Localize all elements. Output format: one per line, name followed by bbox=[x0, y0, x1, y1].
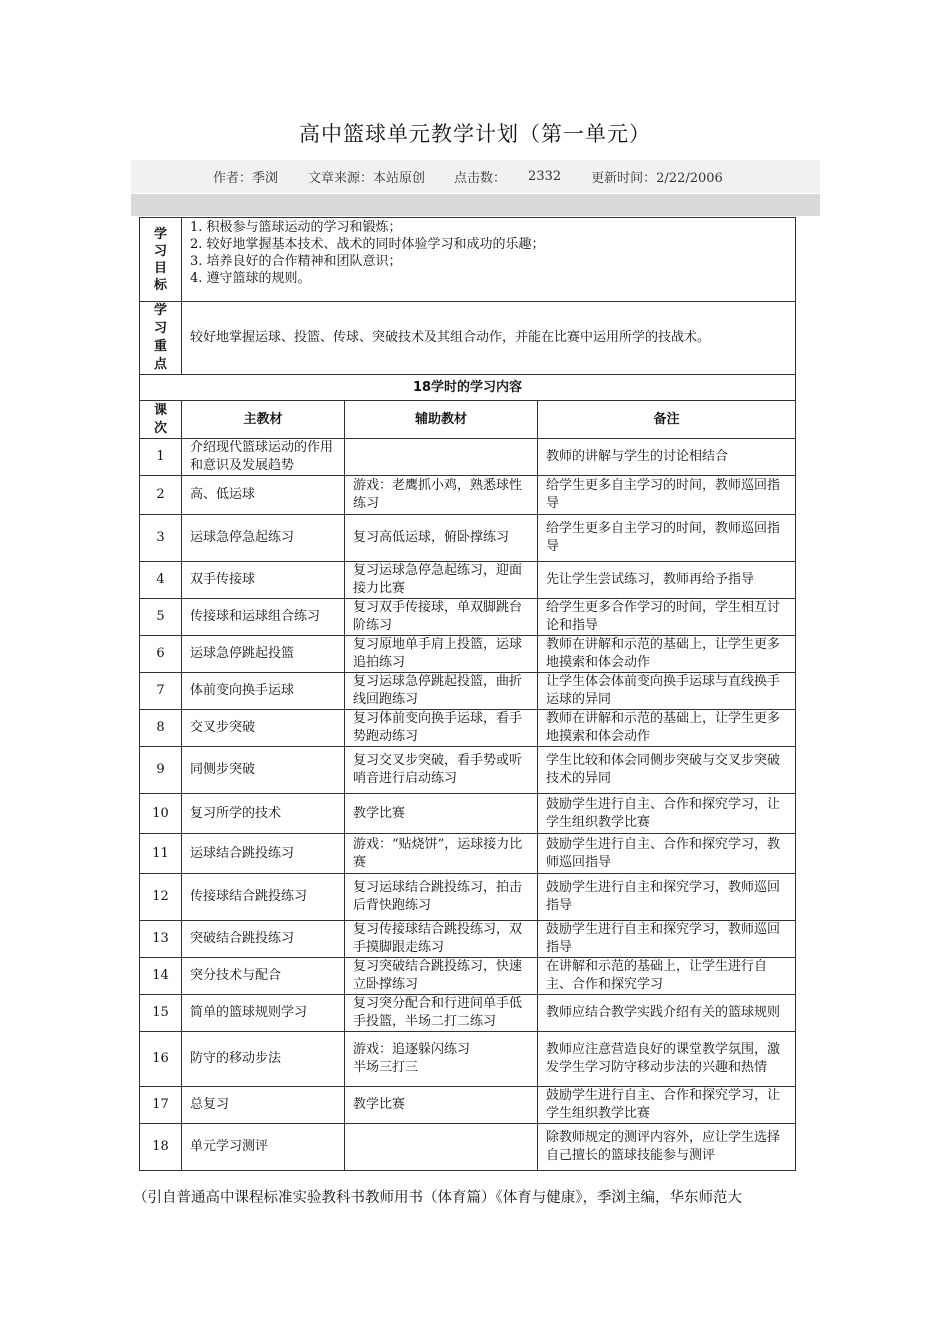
aux-material: 复习交叉步突破，看手势或听哨音进行启动练习 bbox=[345, 747, 538, 794]
main-material: 简单的篮球规则学习 bbox=[182, 995, 345, 1032]
table-row bbox=[140, 874, 796, 921]
aux-material: 游戏：追逐躲闪练习 半场三打三 bbox=[345, 1032, 538, 1087]
remark: 教师在讲解和示范的基础上，让学生更多地摸索和体会动作 bbox=[538, 636, 796, 673]
focus-row bbox=[140, 302, 796, 375]
author-text: 作者：季浏 bbox=[213, 171, 279, 186]
lesson-number: 3 bbox=[140, 515, 182, 562]
lesson-number: 14 bbox=[140, 958, 182, 995]
table-row bbox=[140, 794, 796, 834]
section-title: 18学时的学习内容 bbox=[140, 375, 796, 401]
remark: 在讲解和示范的基础上，让学生进行自主、合作和探究学习 bbox=[538, 958, 796, 995]
lesson-number: 16 bbox=[140, 1032, 182, 1087]
table-row bbox=[140, 710, 796, 747]
update-time: 更新时间：2/22/2006 bbox=[591, 171, 723, 186]
lesson-number: 6 bbox=[140, 636, 182, 673]
table-row bbox=[140, 747, 796, 794]
remark: 除教师规定的测评内容外，应让学生选择自己擅长的篮球技能参与测评 bbox=[538, 1124, 796, 1171]
aux-material: 游戏：“贴烧饼”，运球接力比赛 bbox=[345, 834, 538, 874]
remark: 教师应注意营造良好的课堂教学氛围，激发学生学习防守移动步法的兴趣和热情 bbox=[538, 1032, 796, 1087]
table-row bbox=[140, 515, 796, 562]
remark: 先让学生尝试练习，教师再给予指导 bbox=[538, 562, 796, 599]
section-title-row bbox=[140, 375, 796, 401]
col-note-header: 备注 bbox=[538, 401, 796, 439]
lesson-number: 2 bbox=[140, 476, 182, 515]
remark: 教师在讲解和示范的基础上，让学生更多地摸索和体会动作 bbox=[538, 710, 796, 747]
aux-material: 教学比赛 bbox=[345, 794, 538, 834]
aux-material bbox=[345, 1124, 538, 1171]
aux-material: 复习运球结合跳投练习，拍击后背快跑练习 bbox=[345, 874, 538, 921]
table-row bbox=[140, 1032, 796, 1087]
main-material: 运球急停急起练习 bbox=[182, 515, 345, 562]
aux-material: 复习体前变向换手运球，看手势跑动练习 bbox=[345, 710, 538, 747]
table-row bbox=[140, 834, 796, 874]
lesson-number: 7 bbox=[140, 673, 182, 710]
goals-label: 学 习 目 标 bbox=[140, 218, 182, 302]
main-material: 传接球结合跳投练习 bbox=[182, 874, 345, 921]
col-lesson-header: 课 次 bbox=[140, 401, 182, 439]
main-material: 高、低运球 bbox=[182, 476, 345, 515]
main-material: 复习所学的技术 bbox=[182, 794, 345, 834]
remark: 鼓励学生进行自主和探究学习，教师巡回指导 bbox=[538, 921, 796, 958]
aux-material bbox=[345, 439, 538, 476]
lesson-plan-table bbox=[139, 217, 796, 1171]
main-material: 总复习 bbox=[182, 1087, 345, 1124]
main-material: 双手传接球 bbox=[182, 562, 345, 599]
clicks-count: 2332 bbox=[528, 169, 562, 184]
aux-material: 复习传接球结合跳投练习，双手摸脚跟走练习 bbox=[345, 921, 538, 958]
lesson-number: 11 bbox=[140, 834, 182, 874]
table-row bbox=[140, 636, 796, 673]
remark: 教师的讲解与学生的讨论相结合 bbox=[538, 439, 796, 476]
table-row bbox=[140, 562, 796, 599]
aux-material: 复习突分配合和行进间单手低手投篮，半场二打二练习 bbox=[345, 995, 538, 1032]
remark: 给学生更多合作学习的时间，学生相互讨论和指导 bbox=[538, 599, 796, 636]
aux-material: 复习运球急停跳起投篮，曲折线回跑练习 bbox=[345, 673, 538, 710]
table-row bbox=[140, 599, 796, 636]
goal-item: 4. 遵守篮球的规则。 bbox=[190, 271, 311, 286]
col-main-header: 主教材 bbox=[182, 401, 345, 439]
remark: 给学生更多自主学习的时间，教师巡回指导 bbox=[538, 515, 796, 562]
col-aux-header: 辅助教材 bbox=[345, 401, 538, 439]
main-material: 同侧步突破 bbox=[182, 747, 345, 794]
aux-material: 复习突破结合跳投练习，快速立卧撑练习 bbox=[345, 958, 538, 995]
article-meta-bar bbox=[131, 160, 820, 193]
table-row bbox=[140, 958, 796, 995]
clicks-label: 点击数： bbox=[454, 171, 507, 186]
lesson-number: 9 bbox=[140, 747, 182, 794]
main-material: 传接球和运球组合练习 bbox=[182, 599, 345, 636]
lesson-number: 13 bbox=[140, 921, 182, 958]
lesson-number: 10 bbox=[140, 794, 182, 834]
aux-material: 复习运球急停急起练习，迎面接力比赛 bbox=[345, 562, 538, 599]
main-material: 突破结合跳投练习 bbox=[182, 921, 345, 958]
aux-material: 复习双手传接球，单双脚跳台阶练习 bbox=[345, 599, 538, 636]
lesson-number: 12 bbox=[140, 874, 182, 921]
main-material: 介绍现代篮球运动的作用和意识及发展趋势 bbox=[182, 439, 345, 476]
lesson-number: 5 bbox=[140, 599, 182, 636]
goal-item: 3. 培养良好的合作精神和团队意识； bbox=[190, 254, 402, 269]
main-material: 突分技术与配合 bbox=[182, 958, 345, 995]
source-text: 文章来源：本站原创 bbox=[308, 171, 426, 186]
table-row bbox=[140, 476, 796, 515]
lesson-number: 15 bbox=[140, 995, 182, 1032]
lesson-number: 18 bbox=[140, 1124, 182, 1171]
remark: 鼓励学生进行自主和探究学习，教师巡回指导 bbox=[538, 874, 796, 921]
lesson-number: 8 bbox=[140, 710, 182, 747]
citation-footer: （引自普通高中课程标准实验教科书教师用书（体育篇）《体育与健康》，季浏主编，华东师范大 bbox=[133, 1190, 742, 1206]
remark: 给学生更多自主学习的时间，教师巡回指导 bbox=[538, 476, 796, 515]
table-row bbox=[140, 1124, 796, 1171]
aux-material: 游戏：老鹰抓小鸡，熟悉球性练习 bbox=[345, 476, 538, 515]
divider-band bbox=[131, 194, 820, 216]
remark: 让学生体会体前变向换手运球与直线换手运球的异同 bbox=[538, 673, 796, 710]
main-material: 运球结合跳投练习 bbox=[182, 834, 345, 874]
aux-material: 教学比赛 bbox=[345, 1087, 538, 1124]
remark: 鼓励学生进行自主、合作和探究学习，让学生组织教学比赛 bbox=[538, 794, 796, 834]
aux-material: 复习高低运球，俯卧撑练习 bbox=[345, 515, 538, 562]
goal-item: 2. 较好地掌握基本技术、战术的同时体验学习和成功的乐趣； bbox=[190, 237, 545, 252]
table-row bbox=[140, 439, 796, 476]
column-header-row bbox=[140, 401, 796, 439]
remark: 鼓励学生进行自主、合作和探究学习，教师巡回指导 bbox=[538, 834, 796, 874]
table-row bbox=[140, 673, 796, 710]
lesson-number: 1 bbox=[140, 439, 182, 476]
focus-label: 学 习 重 点 bbox=[140, 302, 182, 375]
table-row bbox=[140, 1087, 796, 1124]
remark: 教师应结合教学实践介绍有关的篮球规则 bbox=[538, 995, 796, 1032]
goals-list bbox=[182, 218, 796, 302]
goals-row bbox=[140, 218, 796, 302]
table-row bbox=[140, 995, 796, 1032]
main-material: 单元学习测评 bbox=[182, 1124, 345, 1171]
focus-text: 较好地掌握运球、投篮、传球、突破技术及其组合动作，并能在比赛中运用所学的技战术。 bbox=[182, 302, 796, 375]
goal-item: 1. 积极参与篮球运动的学习和锻炼； bbox=[190, 220, 402, 235]
aux-material: 复习原地单手肩上投篮，运球追拍练习 bbox=[345, 636, 538, 673]
remark: 学生比较和体会同侧步突破与交叉步突破技术的异同 bbox=[538, 747, 796, 794]
page-title: 高中篮球单元教学计划（第一单元） bbox=[299, 122, 651, 146]
main-material: 运球急停跳起投篮 bbox=[182, 636, 345, 673]
lesson-number: 4 bbox=[140, 562, 182, 599]
main-material: 体前变向换手运球 bbox=[182, 673, 345, 710]
remark: 鼓励学生进行自主、合作和探究学习，让学生组织教学比赛 bbox=[538, 1087, 796, 1124]
table-row bbox=[140, 921, 796, 958]
main-material: 防守的移动步法 bbox=[182, 1032, 345, 1087]
lesson-number: 17 bbox=[140, 1087, 182, 1124]
main-material: 交叉步突破 bbox=[182, 710, 345, 747]
